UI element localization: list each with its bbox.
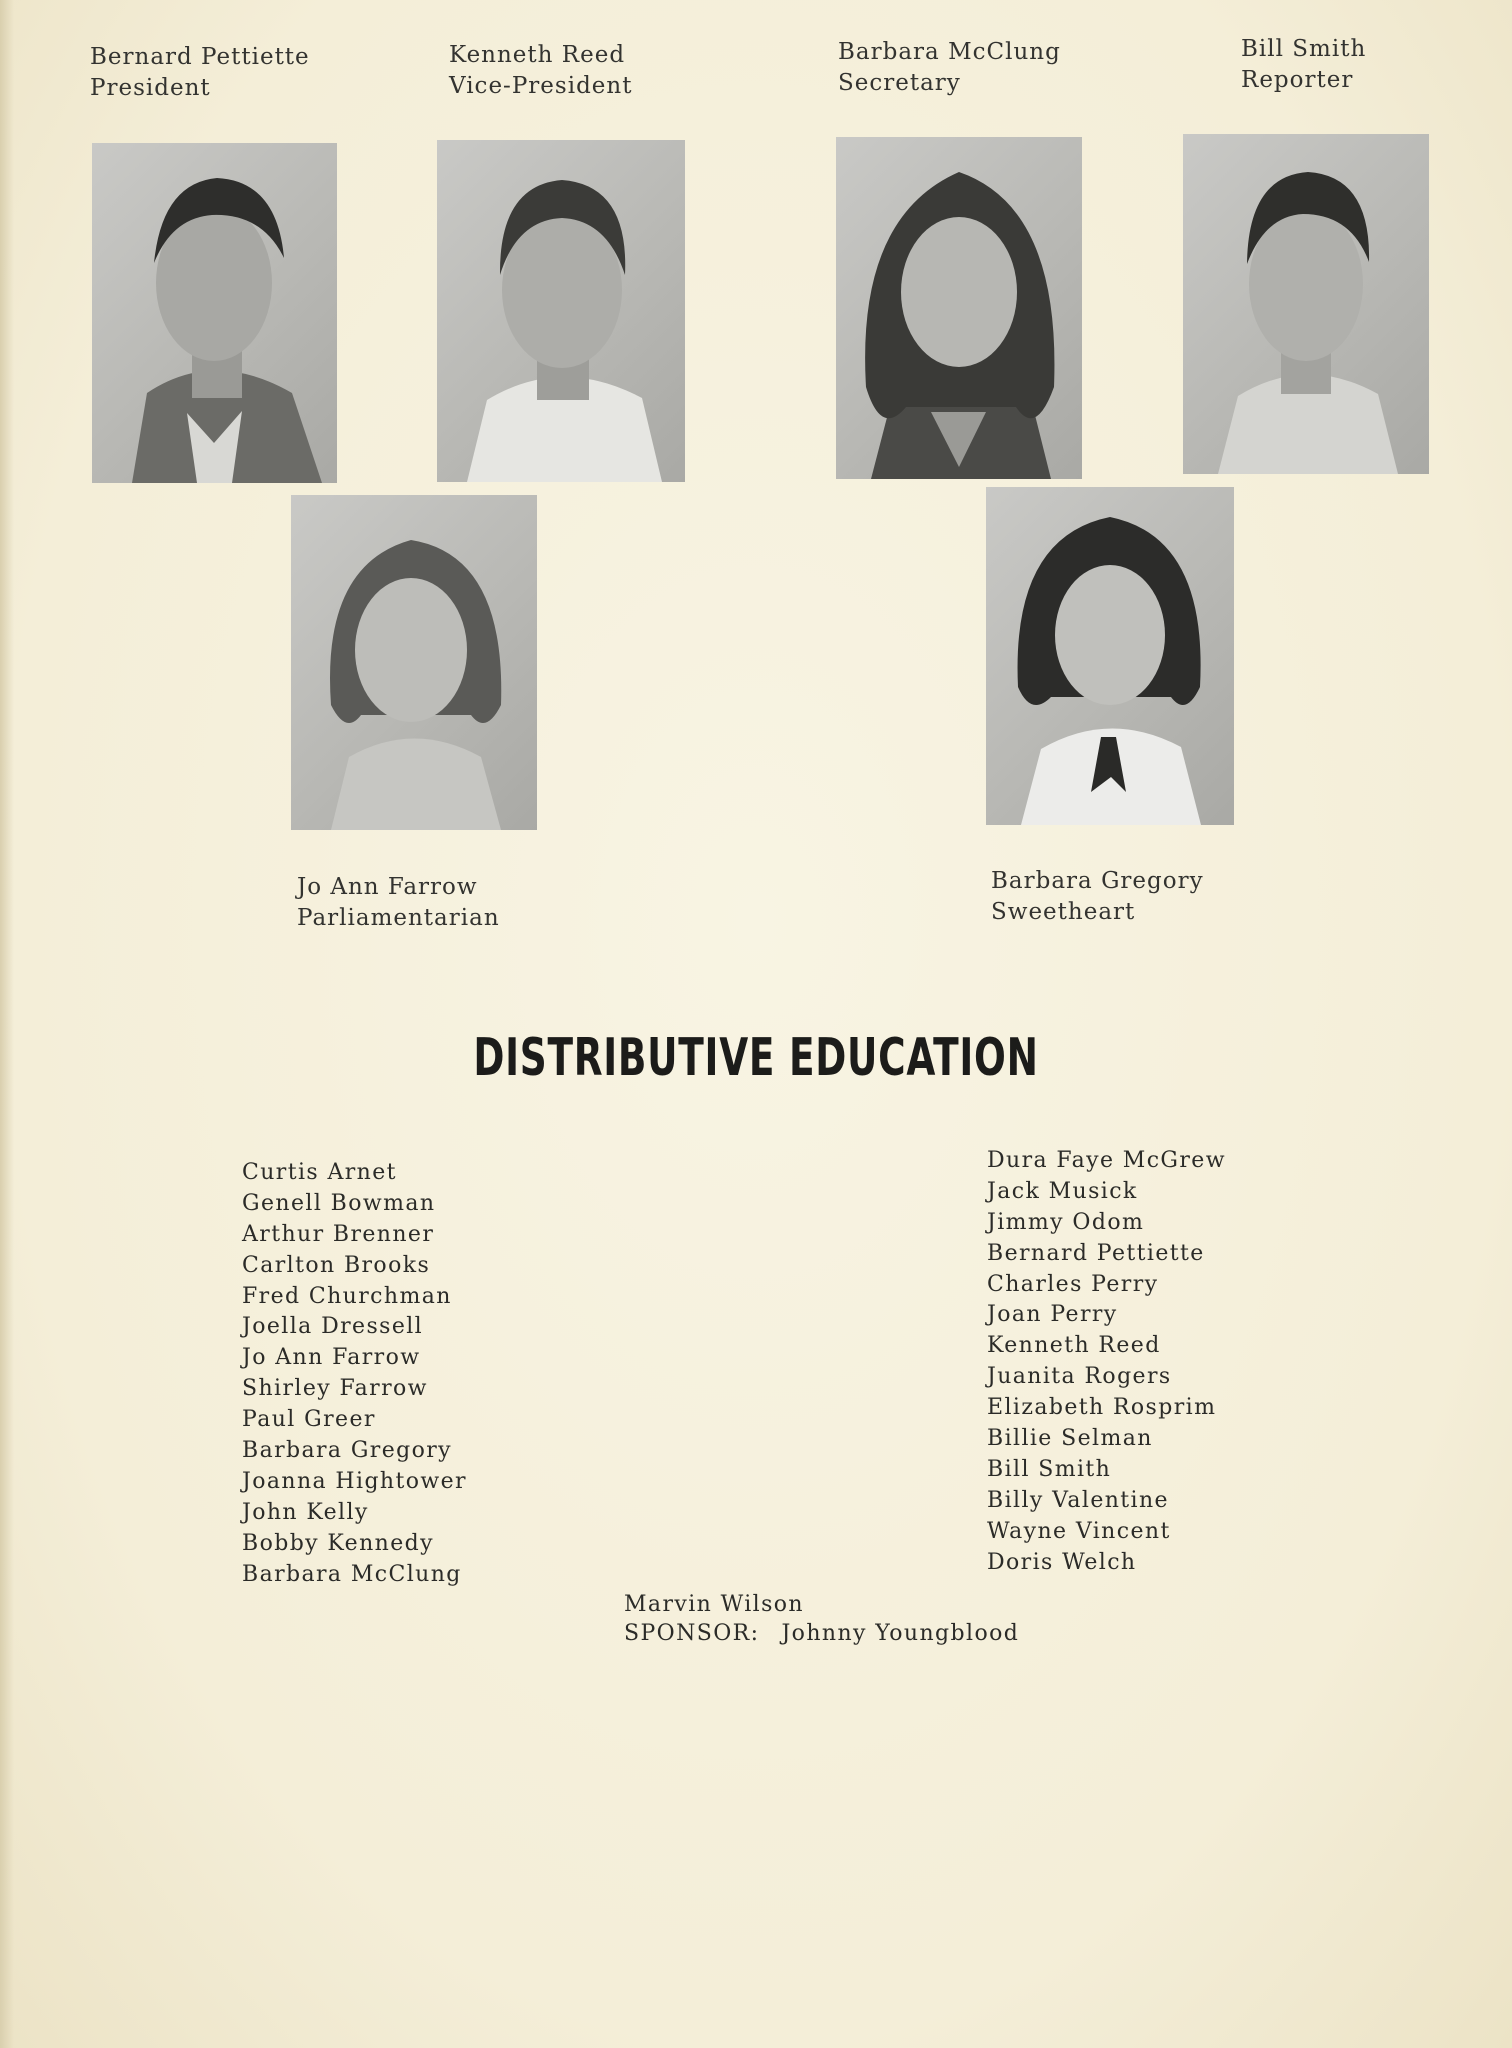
portrait-photo-president — [92, 143, 337, 483]
member-name: Curtis Arnet — [242, 1160, 397, 1185]
member-name: Juanita Rogers — [987, 1364, 1172, 1390]
member-name: John Kelly — [242, 1499, 369, 1525]
member-name: Billy Valentine — [987, 1487, 1169, 1513]
officer-caption-reporter — [1241, 34, 1366, 96]
portrait-photo-parliamentarian — [291, 495, 537, 830]
member-name: Bernard Pettiette — [987, 1240, 1205, 1266]
member-name: Joella Dressell — [242, 1314, 424, 1340]
member-name: Dura Faye McGrew — [987, 1148, 1226, 1173]
member-name: Barbara Gregory — [242, 1438, 453, 1464]
member-name: Carlton Brooks — [242, 1252, 431, 1278]
member-name: Fred Churchman — [242, 1283, 452, 1309]
member-name: Billie Selman — [987, 1426, 1153, 1452]
member-name: Bill Smith — [987, 1456, 1112, 1482]
member-name: Paul Greer — [242, 1407, 376, 1433]
portrait-photo-reporter — [1183, 134, 1429, 474]
officer-caption-sweetheart — [991, 866, 1204, 928]
member-name: Jo Ann Farrow — [242, 1345, 421, 1371]
officer-caption-president — [90, 42, 310, 104]
member-name: Wayne Vincent — [987, 1518, 1171, 1544]
officer-name: Jo Ann Farrow — [297, 874, 478, 900]
member-name: Jimmy Odom — [987, 1209, 1145, 1235]
officer-name: Barbara Gregory — [991, 868, 1204, 894]
portrait-photo-sweetheart — [986, 487, 1234, 825]
last-member-name: Marvin Wilson — [624, 1592, 804, 1617]
officer-caption-secretary — [838, 37, 1061, 99]
officer-name: Bernard Pettiette — [90, 44, 310, 70]
portrait-photo-vice-president — [437, 140, 685, 482]
member-name: Doris Welch — [987, 1549, 1137, 1575]
member-list-left — [242, 1158, 467, 1590]
member-list-right — [987, 1146, 1226, 1578]
member-name: Joan Perry — [987, 1302, 1118, 1328]
member-name: Shirley Farrow — [242, 1376, 428, 1402]
member-name: Charles Perry — [987, 1271, 1159, 1297]
member-name: Jack Musick — [987, 1178, 1138, 1204]
page-title: DISTRIBUTIVE EDUCATION — [473, 1028, 1039, 1088]
member-name: Bobby Kennedy — [242, 1530, 434, 1556]
member-name: Joanna Hightower — [242, 1468, 467, 1494]
officer-role: Sweetheart — [991, 899, 1136, 925]
officer-caption-vice-president — [449, 40, 632, 102]
officer-name: Bill Smith — [1241, 36, 1367, 62]
officer-name: Barbara McClung — [838, 39, 1061, 65]
portrait-photo-secretary — [836, 137, 1082, 479]
officer-role: President — [90, 75, 211, 101]
member-name: Arthur Brenner — [242, 1221, 435, 1247]
member-name: Genell Bowman — [242, 1190, 436, 1216]
member-name: Elizabeth Rosprim — [987, 1395, 1217, 1421]
officer-name: Kenneth Reed — [449, 42, 626, 68]
member-name: Kenneth Reed — [987, 1333, 1161, 1359]
officer-role: Parliamentarian — [297, 905, 500, 931]
member-name: Barbara McClung — [242, 1561, 462, 1587]
officer-role: Reporter — [1241, 67, 1354, 93]
sponsor-name: Johnny Youngblood — [781, 1621, 1020, 1646]
sponsor-label: SPONSOR: — [624, 1621, 760, 1646]
officer-role: Vice-President — [449, 73, 633, 99]
officer-caption-parliamentarian — [297, 872, 500, 934]
sponsor-line — [624, 1621, 1019, 1646]
officer-role: Secretary — [838, 70, 961, 96]
